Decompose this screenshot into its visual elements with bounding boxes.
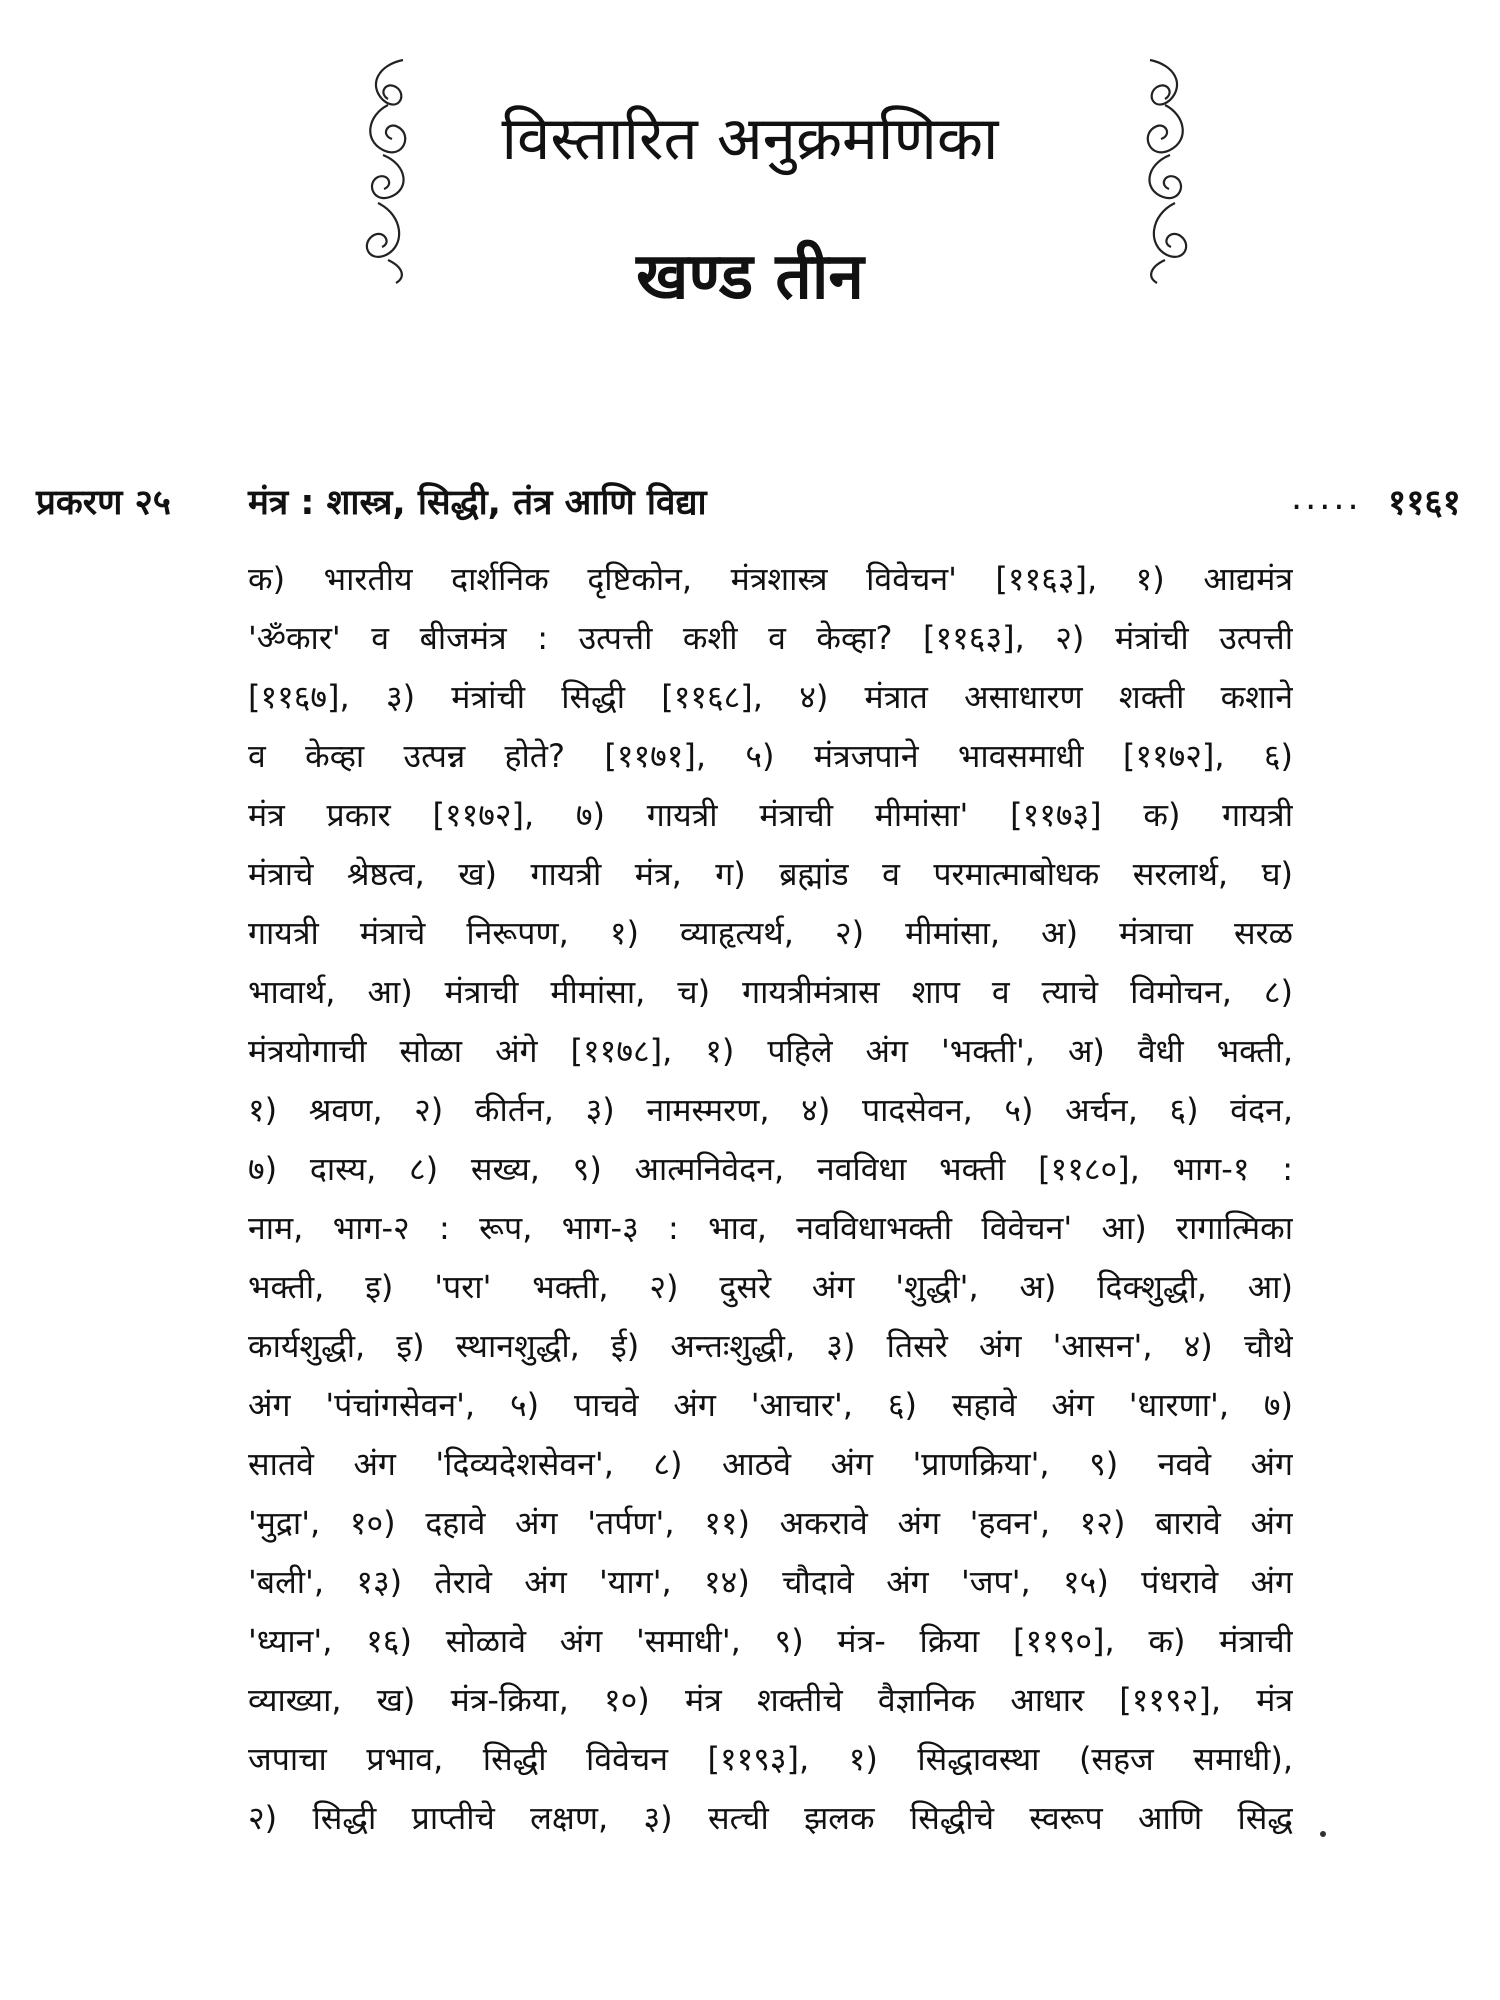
content-line: मंत्र प्रकार [११७२], ७) गायत्री मंत्राची मीमांसा' [११७३] क) गायत्री	[248, 796, 1293, 834]
content-line: मंत्रयोगाची सोळा अंगे [११७८], १) पहिले अंग 'भक्ती', अ) वैधी भक्ती,	[248, 1032, 1293, 1070]
content-line: व केव्हा उत्पन्न होते? [११७१], ५) मंत्रजपाने भावसमाधी [११७२], ६)	[248, 737, 1293, 775]
content-line: सातवे अंग 'दिव्यदेशसेवन', ८) आठवे अंग 'प्राणक्रिया', ९) नववे अंग	[248, 1445, 1293, 1483]
content-line: मंत्राचे श्रेष्ठत्व, ख) गायत्री मंत्र, ग) ब्रह्मांड व परमात्माबोधक सरलार्थ, घ)	[248, 855, 1293, 893]
dot-leader: .....	[1291, 478, 1362, 518]
chapter-page-number: ११६१	[1388, 483, 1461, 523]
content-line: क) भारतीय दार्शनिक दृष्टिकोन, मंत्रशास्त्र विवेचन' [११६३], १) आद्यमंत्र	[248, 560, 1293, 598]
content-line: १) श्रवण, २) कीर्तन, ३) नामस्मरण, ४) पादसेवन, ५) अर्चन, ६) वंदन,	[248, 1091, 1293, 1129]
page-title: विस्तारित अनुक्रमणिका	[501, 104, 999, 174]
content-line: २) सिद्धी प्राप्तीचे लक्षण, ३) सत्ची झलक सिद्धीचे स्वरूप आणि सिद्ध	[248, 1799, 1293, 1837]
content-line: 'ॐकार' व बीजमंत्र : उत्पत्ती कशी व केव्हा? [११६३], २) मंत्रांची उत्पत्ती	[248, 619, 1293, 657]
page-header	[0, 0, 1500, 340]
content-line: जपाचा प्रभाव, सिद्धी विवेचन [११९३], १) सिद्धावस्था (सहज समाधी),	[248, 1740, 1293, 1778]
content-line: गायत्री मंत्राचे निरूपण, १) व्याहृत्यर्थ, २) मीमांसा, अ) मंत्राचा सरळ	[248, 914, 1293, 952]
content-line: [११६७], ३) मंत्रांची सिद्धी [११६८], ४) मंत्रात असाधारण शक्ती कशाने	[248, 678, 1293, 716]
section-subtitle: खण्ड तीन	[636, 240, 864, 314]
chapter-heading-row	[36, 478, 1476, 538]
content-line: ७) दास्य, ८) सख्य, ९) आत्मनिवेदन, नवविधा भक्ती [११८०], भाग-१ :	[248, 1150, 1293, 1188]
content-line: 'मुद्रा', १०) दहावे अंग 'तर्पण', ११) अकरावे अंग 'हवन', १२) बारावे अंग	[248, 1504, 1293, 1542]
content-line: नाम, भाग-२ : रूप, भाग-३ : भाव, नवविधाभक्ती विवेचन' आ) रागात्मिका	[248, 1209, 1293, 1247]
chapter-number: प्रकरण २५	[36, 483, 172, 523]
content-line: 'बली', १३) तेरावे अंग 'याग', १४) चौदावे अंग 'जप', १५) पंधरावे अंग	[248, 1563, 1293, 1601]
content-line: भावार्थ, आ) मंत्राची मीमांसा, च) गायत्रीमंत्रास शाप व त्याचे विमोचन, ८)	[248, 973, 1293, 1011]
chapter-contents-paragraph	[248, 550, 1293, 1848]
content-line: 'ध्यान', १६) सोळावे अंग 'समाधी', ९) मंत्र- क्रिया [११९०], क) मंत्राची	[248, 1622, 1293, 1660]
content-line: व्याख्या, ख) मंत्र-क्रिया, १०) मंत्र शक्तीचे वैज्ञानिक आधार [११९२], मंत्र	[248, 1681, 1293, 1719]
margin-dot	[1320, 1831, 1326, 1837]
chapter-title: मंत्र : शास्त्र, सिद्धी, तंत्र आणि विद्या	[248, 483, 707, 523]
content-line: अंग 'पंचांगसेवन', ५) पाचवे अंग 'आचार', ६) सहावे अंग 'धारणा', ७)	[248, 1386, 1293, 1424]
content-line: भक्ती, इ) 'परा' भक्ती, २) दुसरे अंग 'शुद्धी', अ) दिक्शुद्धी, आ)	[248, 1268, 1293, 1306]
content-line: कार्यशुद्धी, इ) स्थानशुद्धी, ई) अन्तःशुद्धी, ३) तिसरे अंग 'आसन', ४) चौथे	[248, 1327, 1293, 1365]
